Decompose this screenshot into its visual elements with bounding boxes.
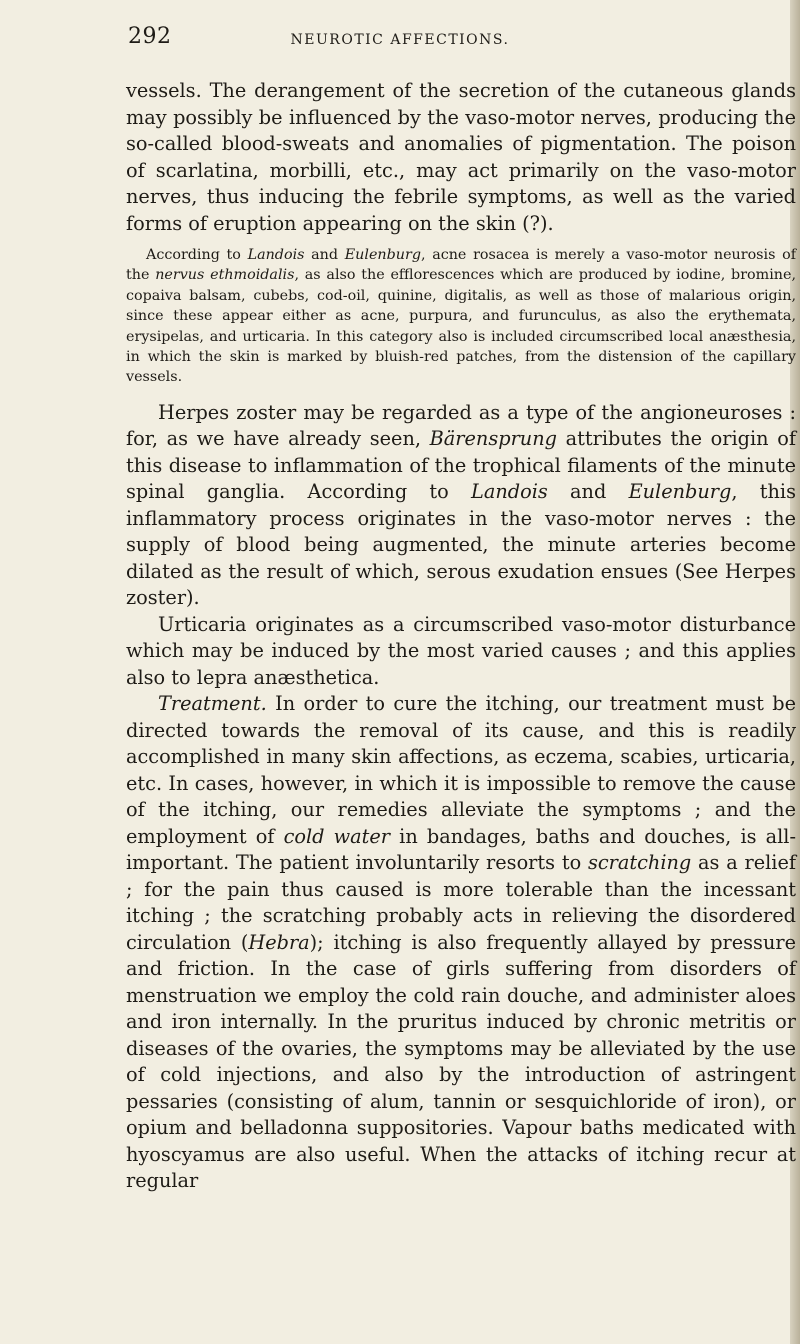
term-cold-water: cold water bbox=[283, 824, 391, 848]
author-eulenburg: Eulenburg bbox=[628, 480, 732, 504]
paragraph-text: In order to cure the itching, our treatment must be directed towards the removal of its cause, and this is readily accomplished in many skin affections, as eczema, scabies, urticaria, etc. In cases, however, in which it is impossible to remove the cause of the itching, our remedies alleviate the symptoms ; and the employment of bbox=[126, 692, 796, 848]
author-landois: Landois bbox=[247, 247, 305, 263]
note-text: , as also the efflorescences which are produced by iodine, bromine, copaiva balsam, cubebs, cod-oil, quinine, digitalis, as well as those of malarious origin, since these appear either as acne, purpura, and furunculus, as also the erythemata, erysipelas, and urticaria. In this category also is included circumscribed local anæsthesia, in which the skin is marked by bluish-red patches, from the distension of the capillary vessels. bbox=[126, 267, 796, 386]
term-scratching: scratching bbox=[587, 851, 692, 875]
note-text: According to bbox=[146, 247, 248, 263]
term-nervus-ethmoidalis: nervus ethmoidalis bbox=[155, 267, 295, 284]
paragraph-text: attributes the origin of this disease to inflammation of the trophical filaments of the minute spinal ganglia. According to bbox=[126, 427, 796, 504]
page-number: 292 bbox=[128, 24, 172, 49]
page-header bbox=[0, 24, 800, 54]
paragraph-text: in bandages, baths and douches, is all-important. The patient involuntarily resorts to bbox=[126, 824, 796, 875]
author-hebra: Hebra bbox=[248, 930, 310, 954]
paragraph-treatment bbox=[126, 691, 796, 1195]
paragraph-text: ); itching is also frequently allayed by pressure and friction. In the case of girls suffering from disorders of menstruation we employ the cold rain douche, and administer aloes and iron internally. In the pruritus induced by chronic metritis or diseases of the ovaries, the symptoms may be alleviated by the use of cold injections, and also by the introduction of astringent pessaries (consisting of alum, tannin or sesquichloride of iron), or opium and belladonna suppositories. Vapour baths medicated with hyoscyamus are also useful. When the attacks of itching recur at regular bbox=[126, 930, 796, 1193]
section-heading-treatment: Treatment. bbox=[158, 692, 267, 716]
paragraph-text: and bbox=[547, 480, 629, 504]
running-head: NEUROTIC AFFECTIONS. bbox=[290, 32, 510, 48]
note-landois-eulenburg bbox=[126, 245, 796, 388]
author-eulenburg: Eulenburg bbox=[344, 247, 421, 263]
paragraph-urticaria: Urticaria originates as a circumscribed vaso-motor disturbance which may be induced by the most varied causes ; and this applies also to lepra anæsthetica. bbox=[126, 612, 796, 689]
page-content bbox=[126, 78, 796, 1195]
paragraph-text: , this inflammatory process originates in the vaso-motor nerves : the supply of blood being augmented, the minute arteries become dilated as the result of which, serous exudation ensues (See Herpes zoster). bbox=[126, 480, 796, 610]
paragraph-vessels: vessels. The derangement of the secretion of the cutaneous glands may possibly be influenced by the vaso-motor nerves, producing the so-called blood-sweats and anomalies of pigmentation. The poison of scarlatina, morbilli, etc., may act primarily on the vaso-motor nerves, thus inducing the febrile symptoms, as well as the varied forms of eruption appearing on the skin (?). bbox=[126, 79, 796, 235]
note-text: and bbox=[304, 247, 345, 263]
author-barensprung: Bärensprung bbox=[429, 427, 557, 451]
paragraph-text: as a relief ; for the pain thus caused is more tolerable than the incessant itching ; the scratching probably acts in relieving the disordered circulation ( bbox=[126, 851, 797, 954]
paragraph-text: Herpes zoster may be regarded as a type of the angioneuroses : for, as we have already seen, bbox=[126, 400, 796, 451]
author-landois: Landois bbox=[471, 480, 548, 504]
note-text: , acne rosacea is merely a vaso-motor neurosis of the bbox=[126, 247, 797, 284]
paragraph-herpes-zoster bbox=[126, 400, 796, 612]
